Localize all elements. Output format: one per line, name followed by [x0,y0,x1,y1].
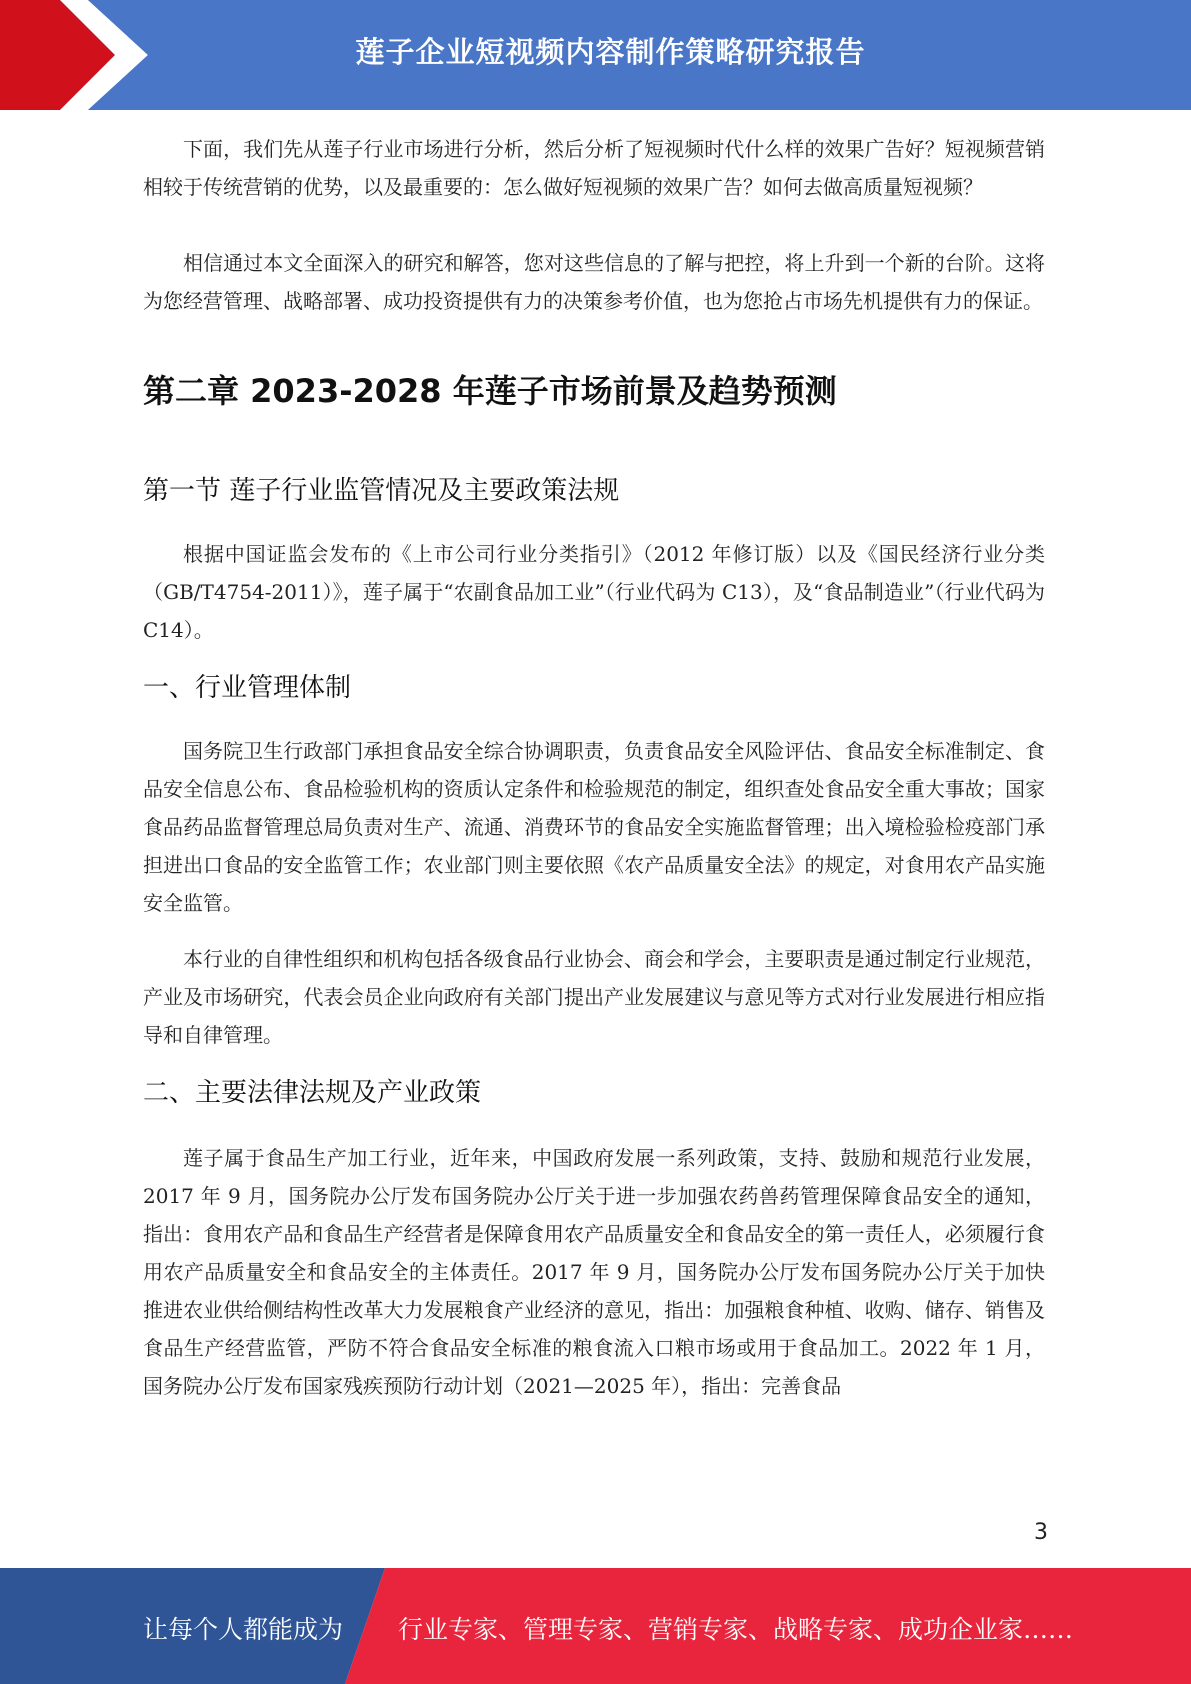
subsection-title-policy: 二、主要法律法规及产业政策 [143,1078,482,1108]
section-paragraph: 根据中国证监会发布的《上市公司行业分类指引》（2012 年修订版）以及《国民经济行业分类（GB/T4754-2011）》，莲子属于“农副食品加工业”（行业代码为 C13），及“食品制造业”（行业代码为 C14）。 [143,542,1045,642]
page-number: 3 [1034,1520,1048,1545]
footer-slogan-right: 行业专家、管理专家、营销专家、战略专家、成功企业家…… [398,1615,1074,1644]
intro-paragraph: 相信通过本文全面深入的研究和解答，您对这些信息的了解与把控，将上升到一个新的台阶。这将为您经营管理、战略部署、成功投资提供有力的决策参考价值，也为您抢占市场先机提供有力的保证。 [143,251,1045,313]
report-title: 莲子企业短视频内容制作策略研究报告 [355,35,866,69]
intro-paragraph: 下面，我们先从莲子行业市场进行分析，然后分析了短视频时代什么样的效果广告好？短视频营销相较于传统营销的优势，以及最重要的：怎么做好短视频的效果广告？如何去做高质量短视频？ [143,137,1045,199]
chapter-title: 第二章 2023-2028 年莲子市场前景及趋势预测 [143,372,837,410]
document-body [143,130,1045,1405]
header-arrow-decoration [0,0,160,110]
subsection-title-management: 一、行业管理体制 [143,673,352,703]
footer-slogan-left: 让每个人都能成为 [143,1615,344,1644]
subsection-paragraph: 本行业的自律性组织和机构包括各级食品行业协会、商会和学会，主要职责是通过制定行业规范，产业及市场研究，代表会员企业向政府有关部门提出产业发展建议与意见等方式对行业发展进行相应指导和自律管理。 [143,947,1045,1047]
subsection-paragraph: 国务院卫生行政部门承担食品安全综合协调职责，负责食品安全风险评估、食品安全标准制定、食品安全信息公布、食品检验机构的资质认定条件和检验规范的制定，组织查处食品安全重大事故；国家食品药品监督管理总局负责对生产、流通、消费环节的食品安全实施监督管理；出入境检验检疫部门承担进出口食品的安全监管工作；农业部门则主要依照《农产品质量安全法》的规定，对食用农产品实施安全监管。 [143,739,1045,915]
page-header [0,0,1191,110]
page-footer [0,1568,1191,1684]
section-title: 第一节 莲子行业监管情况及主要政策法规 [143,476,620,506]
subsection-paragraph: 莲子属于食品生产加工行业，近年来，中国政府发展一系列政策，支持、鼓励和规范行业发展，2017 年 9 月，国务院办公厅发布国务院办公厅关于进一步加强农药兽药管理保障食品安全的通知，指出：食用农产品和食品生产经营者是保障食用农产品质量安全和食品安全的第一责任人，必须履行食用农产品质量安全和食品安全的主体责任。2017 年 9 月，国务院办公厅发布国务院办公厅关于加快推进农业供给侧结构性改革大力发展粮食产业经济的意见，指出：加强粮食种植、收购、储存、销售及食品生产经营监管，严防不符合食品安全标准的粮食流入口粮市场或用于食品加工。2022 年 1 月，国务院办公厅发布国家残疾预防行动计划（2021—2025 年），指出：完善食品 [143,1146,1045,1398]
